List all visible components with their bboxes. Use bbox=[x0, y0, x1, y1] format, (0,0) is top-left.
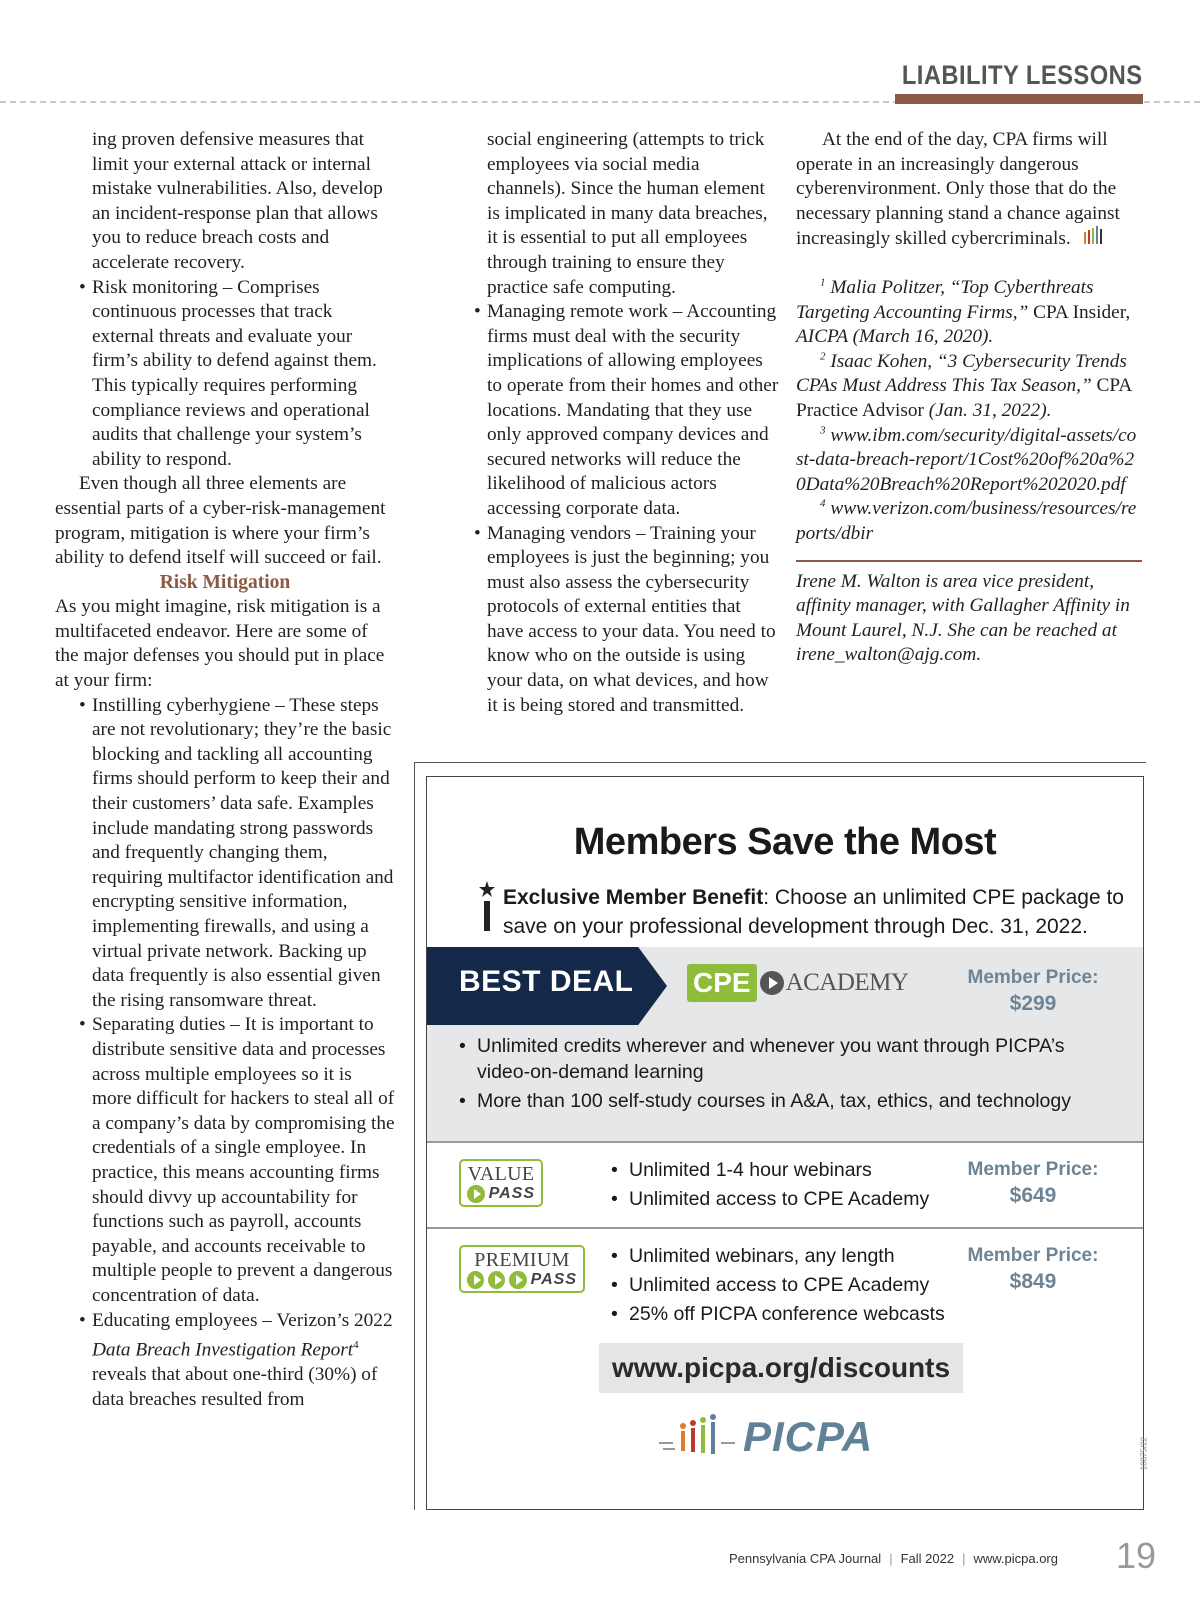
footnote-4: $^4$ www.verizon.com/business/resources/reports/dbir bbox=[796, 497, 1137, 544]
cpe-logo-box: CPE bbox=[687, 964, 757, 1002]
advertisement bbox=[426, 776, 1148, 1510]
best-deal-bullets bbox=[459, 1033, 1079, 1117]
play-icon bbox=[488, 1271, 505, 1289]
cpe-academy-logo bbox=[687, 963, 908, 1003]
list-item: • Unlimited access to CPE Academy bbox=[611, 1272, 951, 1298]
bullet-continuation-2: social engineering (attempts to trick employees via social media channels). Since the human element is implicated in many data breaches, it is essential to put all employees through training to ensure they practice safe computing. bbox=[487, 129, 768, 298]
footer-site-link[interactable]: www.picpa.org bbox=[973, 1551, 1058, 1566]
play-icon bbox=[509, 1271, 526, 1289]
ad-title: Members Save the Most bbox=[573, 821, 997, 863]
paragraph-as-you-might: As you might imagine, risk mitigation is a multifaceted endeavor. Here are some of the major defenses you should put in place at your firm: bbox=[55, 596, 385, 692]
picpa-end-mark-icon bbox=[1082, 226, 1108, 246]
picpa-figures-icon bbox=[659, 1412, 739, 1462]
picpa-wordmark: PICPA bbox=[743, 1413, 874, 1460]
closing-paragraph: At the end of the day, CPA firms will operate in an increasingly dangerous cyberenvironment. Only those that do the necessary planning stand a chance against increasingly skilled cybercriminals. bbox=[796, 129, 1120, 250]
author-bio: Irene M. Walton is area vice president, affinity manager, with Gallagher Affinity in Mount Laurel, N.J. She can be reached at irene_walton@ajg.com. bbox=[796, 570, 1130, 666]
best-deal-label: BEST DEAL bbox=[459, 965, 634, 998]
play-icon bbox=[467, 1185, 485, 1203]
list-item: • 25% off PICPA conference webcasts bbox=[611, 1301, 951, 1327]
best-deal-price: Member Price: $299 bbox=[967, 967, 1099, 1015]
list-item: • Unlimited credits wherever and whenever you want through PICPA’s video-on-demand learning bbox=[459, 1033, 1079, 1085]
play-icon bbox=[760, 971, 784, 995]
tier-separator bbox=[427, 1141, 1143, 1143]
paragraph-even-though: Even though all three elements are essential parts of a cyber-risk-management program, mitigation is where your firm’s ability to defend itself will succeed or fail. bbox=[55, 473, 386, 569]
list-item: • Unlimited access to CPE Academy bbox=[611, 1186, 941, 1212]
ad-code: 10875/22 bbox=[1139, 1437, 1148, 1471]
list-item: • Unlimited webinars, any length bbox=[611, 1243, 951, 1269]
subhead-risk-mitigation: Risk Mitigation bbox=[159, 571, 291, 593]
bullet-risk-monitoring: • Risk monitoring – Comprises continuous processes that track external threats and evaluate your firm’s ability to defend against them. This typically requires performing compliance reviews and operational audits that challenge your system’s ability to respond. bbox=[79, 276, 377, 470]
value-pass-bullets bbox=[611, 1157, 941, 1215]
premium-pass-bullets bbox=[611, 1243, 951, 1330]
bullet-managing-vendors: • Managing vendors – Training your employees is just the beginning; you must also assess the cybersecurity protocols of external entities that have access to your data. You need to know who on the outside is using your data, on what devices, and how it is being stored and transmitted. bbox=[474, 522, 776, 716]
picpa-logo bbox=[659, 1407, 873, 1467]
value-pass-price: Member Price: $649 bbox=[967, 1159, 1099, 1207]
section-header-title: LIABILITY LESSONS bbox=[902, 60, 1143, 90]
value-pass-logo: VALUE PASS bbox=[459, 1159, 543, 1207]
bullet-continuation: ing proven defensive measures that limit your external attack or internal mistake vulnerabilities. Also, develop an incident-response plan that allows you to reduce breach costs and accelerate recovery. bbox=[92, 129, 383, 273]
discounts-url[interactable]: www.picpa.org/discounts bbox=[599, 1343, 963, 1393]
page-footer: Pennsylvania CPA Journal | Fall 2022 | www.picpa.org bbox=[728, 1551, 1058, 1566]
member-benefit-text: Exclusive Member Benefit: Choose an unlimited CPE package to save on your professional development through Dec. 31, 2022. bbox=[503, 886, 1124, 938]
cpe-logo-text: ACADEMY bbox=[785, 969, 909, 996]
member-benefit-icon bbox=[477, 881, 497, 933]
article-column-1 bbox=[55, 128, 395, 1412]
article-column-2 bbox=[450, 128, 780, 718]
bullet-separating-duties: • Separating duties – It is important to distribute sensitive data and processes across multiple employees so it is more difficult for hackers to steal all of a company’s data by compromising the credentials of a single employee. In practice, this means accounting firms should divvy up accountability for functions such as payroll, accounts payable, and accounts receivable to multiple people to prevent a dangerous concentration of data. bbox=[79, 1014, 395, 1306]
footnote-1: $^1$ Malia Politzer, “Top Cyberthreats Targeting Accounting Firms,” CPA Insider, AICPA (March 16, 2020). bbox=[796, 276, 1131, 348]
bio-rule bbox=[796, 560, 1142, 562]
tier-separator bbox=[427, 1227, 1143, 1229]
list-item: • Unlimited 1-4 hour webinars bbox=[611, 1157, 941, 1183]
bullet-cyberhygiene: • Instilling cyberhygiene – These steps are not revolutionary; they’re the basic blocking and tackling all accounting firms should perform to keep their and their customers’ data safe. Examples include mandating strong passwords and frequently changing them, requiring multifactor identification and encrypting sensitive information, implementing firewalls, and using a virtual private network. Backing up data frequently is also essential given the rising ransomware threat. bbox=[79, 694, 394, 1011]
list-item: • More than 100 self-study courses in A&A, tax, ethics, and technology bbox=[459, 1088, 1079, 1114]
article-column-3 bbox=[796, 128, 1142, 668]
premium-pass-logo: PREMIUM PASS bbox=[459, 1245, 585, 1293]
footnote-3: $^3$ www.ibm.com/security/digital-assets/cost-data-breach-report/1Cost%20of%20a%20Data%20Breach%20Report%202020.pdf bbox=[796, 424, 1137, 495]
footnote-2: $^2$ Isaac Kohen, “3 Cybersecurity Trends CPAs Must Address This Tax Season,” CPA Practice Advisor (Jan. 31, 2022). bbox=[796, 350, 1132, 421]
premium-pass-price: Member Price: $849 bbox=[967, 1245, 1099, 1293]
issue-label: Fall 2022 bbox=[900, 1551, 955, 1566]
journal-name: Pennsylvania CPA Journal bbox=[728, 1551, 882, 1566]
page-number: 19 bbox=[1115, 1535, 1156, 1576]
play-icon bbox=[467, 1271, 484, 1289]
bullet-educating-employees: • Educating employees – Verizon’s 2022 Data Breach Investigation Report$^4$ reveals that about one-third (30%) of data breaches resulted from bbox=[79, 1309, 393, 1410]
bullet-remote-work: • Managing remote work – Accounting firms must deal with the security implications of allowing employees to operate from their homes and other locations. Mandating that they use only approved company devices and secured networks will reduce the likelihood of malicious actors accessing corporate data. bbox=[474, 301, 779, 519]
header-accent-bar bbox=[895, 94, 1143, 104]
